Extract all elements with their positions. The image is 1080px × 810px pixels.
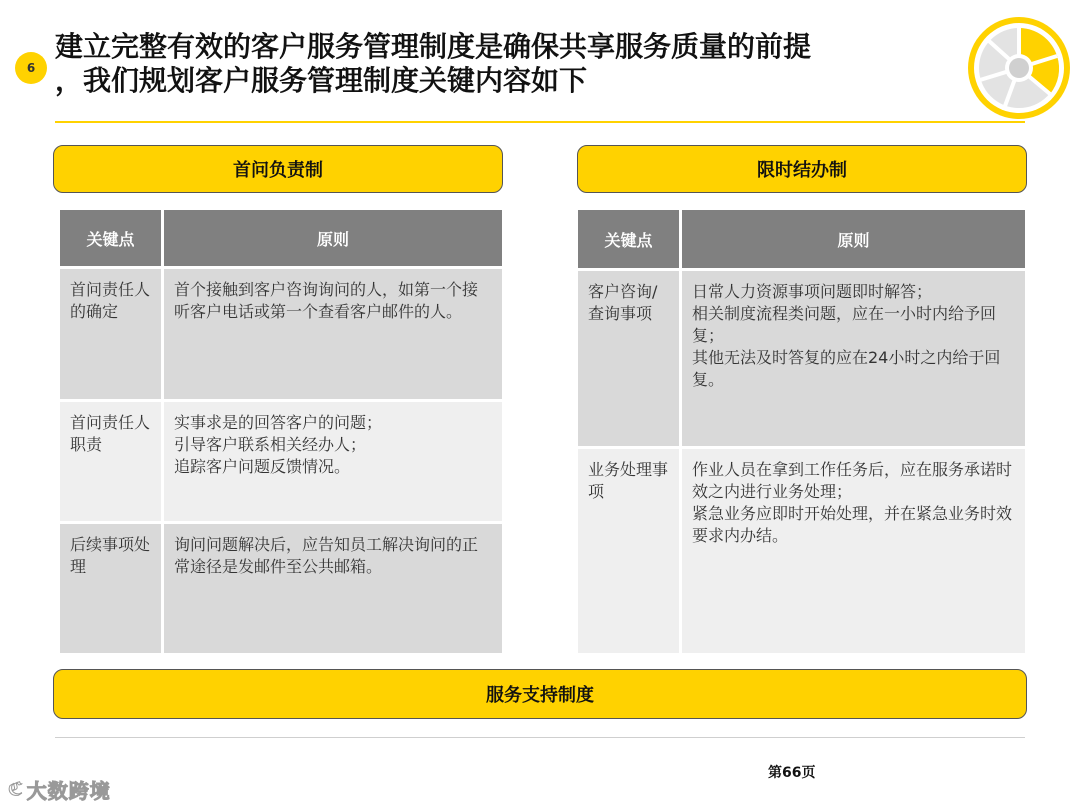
table-row	[578, 446, 1025, 653]
title-line-2: ，我们规划客户服务管理制度关键内容如下	[55, 64, 588, 97]
page-title	[55, 30, 975, 98]
left-table-header	[60, 210, 502, 266]
left-section-header: 首问负责制	[53, 145, 503, 193]
right-table-header	[578, 210, 1025, 268]
row-key: 首问责任人职责	[60, 399, 164, 521]
progress-dial-icon	[965, 14, 1073, 122]
row-principle: 作业人员在拿到工作任务后，应在服务承诺时效之内进行业务处理； 紧急业务应即时开始处理，并在紧急业务时效要求内办结。	[682, 446, 1025, 653]
row-key: 业务处理事项	[578, 446, 682, 653]
row-principle: 首个接触到客户咨询询问的人，如第一个接听客户电话或第一个查看客户邮件的人。	[164, 266, 502, 399]
row-key: 后续事项处理	[60, 521, 164, 653]
table-row	[60, 399, 502, 521]
row-key: 客户咨询/查询事项	[578, 268, 682, 446]
page-number: 第66页	[768, 765, 816, 781]
watermark-logo	[8, 775, 111, 804]
right-col-key-header: 关键点	[578, 210, 682, 268]
slide-number-badge: 6	[15, 52, 47, 84]
right-col-principle-header: 原则	[682, 210, 1025, 268]
row-principle: 实事求是的回答客户的问题； 引导客户联系相关经办人； 追踪客户问题反馈情况。	[164, 399, 502, 521]
logo-icon: ℭ	[8, 779, 23, 800]
table-row	[578, 268, 1025, 446]
title-line-1: 建立完整有效的客户服务管理制度是确保共享服务质量的前提	[55, 30, 812, 63]
right-table	[578, 210, 1025, 653]
footer-divider	[55, 737, 1025, 738]
logo-text: 大数跨境	[26, 779, 111, 803]
bottom-section-header: 服务支持制度	[53, 669, 1027, 719]
left-col-principle-header: 原则	[164, 210, 502, 266]
left-col-key-header: 关键点	[60, 210, 164, 266]
row-key: 首问责任人的确定	[60, 266, 164, 399]
row-principle: 日常人力资源事项问题即时解答； 相关制度流程类问题，应在一小时内给予回复； 其他无法及时答复的应在24小时之内给于回复。	[682, 268, 1025, 446]
left-table	[60, 210, 502, 653]
table-row	[60, 266, 502, 399]
right-section-header: 限时结办制	[577, 145, 1027, 193]
table-row	[60, 521, 502, 653]
row-principle: 询问问题解决后，应告知员工解决询问的正常途径是发邮件至公共邮箱。	[164, 521, 502, 653]
title-divider	[55, 121, 1025, 123]
